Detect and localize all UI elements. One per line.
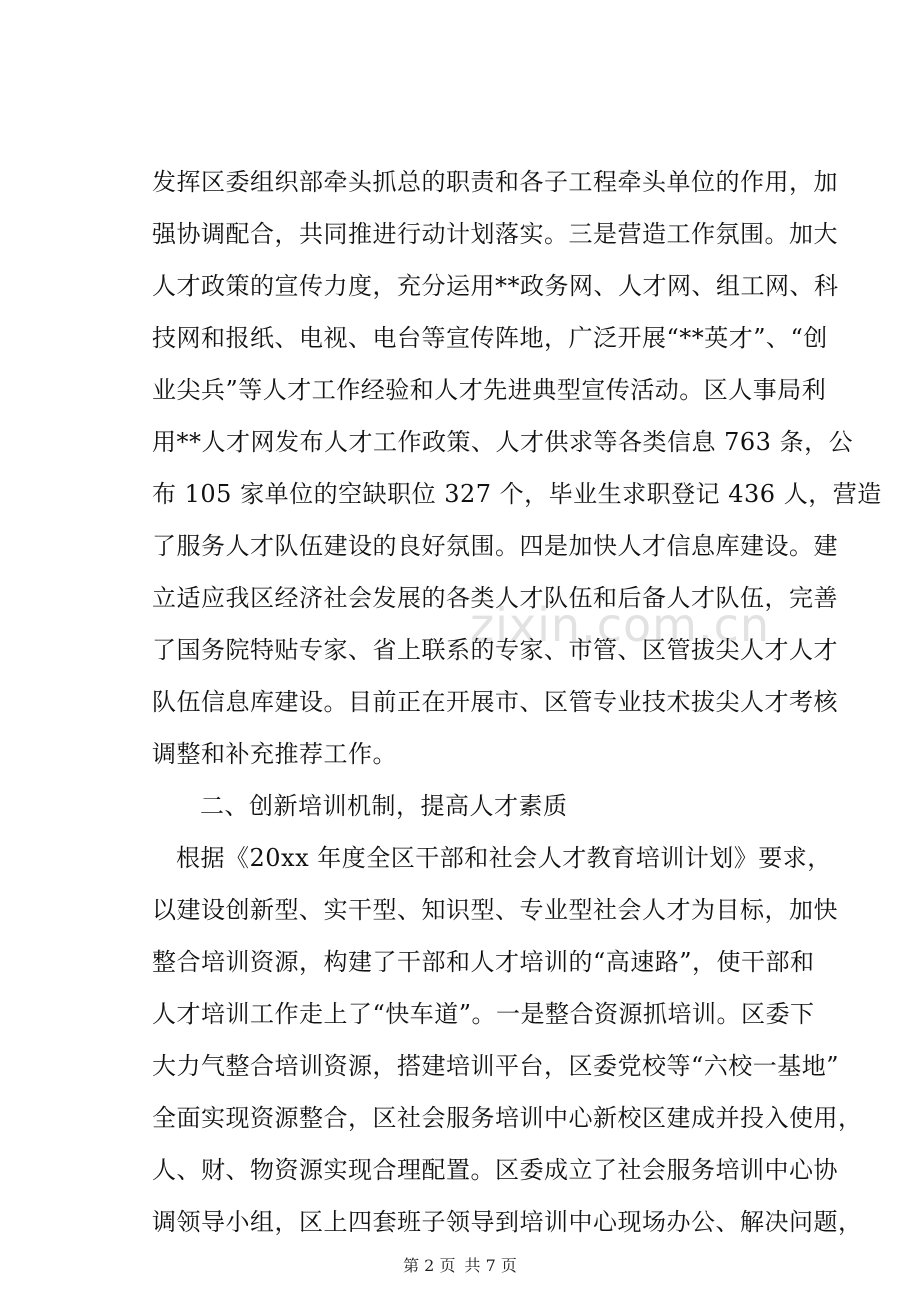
- body-line: 了服务人才队伍建设的良好氛围。四是加快人才信息库建设。建: [152, 532, 838, 560]
- body-line: 整合培训资源，构建了干部和人才培训的“高速路”，使干部和: [152, 948, 815, 976]
- body-line: 业尖兵”等人才工作经验和人才先进典型宣传活动。区人事局利: [152, 376, 827, 404]
- page-total: 共 7 页: [464, 1256, 517, 1275]
- body-line: 以建设创新型、实干型、知识型、专业型社会人才为目标，加快: [152, 896, 838, 924]
- body-line: 技网和报纸、电视、电台等宣传阵地，广泛开展“**英才”、“创: [152, 324, 828, 352]
- body-line: 立适应我区经济社会发展的各类人才队伍和后备人才队伍，完善: [152, 584, 838, 612]
- body-line: 人才政策的宣传力度，充分运用**政务网、人才网、组工网、科: [152, 272, 839, 300]
- body-line: 发挥区委组织部牵头抓总的职责和各子工程牵头单位的作用，加: [152, 168, 838, 196]
- section-heading: 二、创新培训机制，提高人才素质: [200, 792, 568, 820]
- body-line: 大力气整合培训资源，搭建培训平台，区委党校等“六校一基地”: [152, 1052, 840, 1080]
- body-line: 队伍信息库建设。目前正在开展市、区管专业技术拔尖人才考核: [152, 688, 838, 716]
- body-line: 人才培训工作走上了“快车道”。一是整合资源抓培训。区委下: [152, 1000, 815, 1028]
- watermark: zixin.com.cn: [470, 598, 771, 652]
- page-number: 第 2 页: [403, 1256, 456, 1275]
- body-line: 全面实现资源整合，区社会服务培训中心新校区建成并投入使用，: [152, 1104, 863, 1132]
- body-line: 布 105 家单位的空缺职位 327 个，毕业生求职登记 436 人，营造: [152, 480, 882, 508]
- body-line: 人、财、物资源实现合理配置。区委成立了社会服务培训中心协: [152, 1156, 838, 1184]
- body-line: 根据《20xx 年度全区干部和社会人才教育培训计划》要求，: [176, 844, 832, 872]
- body-line: 调领导小组，区上四套班子领导到培训中心现场办公、解决问题，: [152, 1208, 863, 1236]
- body-line: 了国务院特贴专家、省上联系的专家、市管、区管拔尖人才人才: [152, 636, 838, 664]
- body-line: 强协调配合，共同推进行动计划落实。三是营造工作氛围。加大: [152, 220, 838, 248]
- body-line: 调整和补充推荐工作。: [152, 740, 397, 768]
- body-line: 用**人才网发布人才工作政策、人才供求等各类信息 763 条，公: [152, 428, 854, 456]
- page-footer: [0, 1254, 920, 1278]
